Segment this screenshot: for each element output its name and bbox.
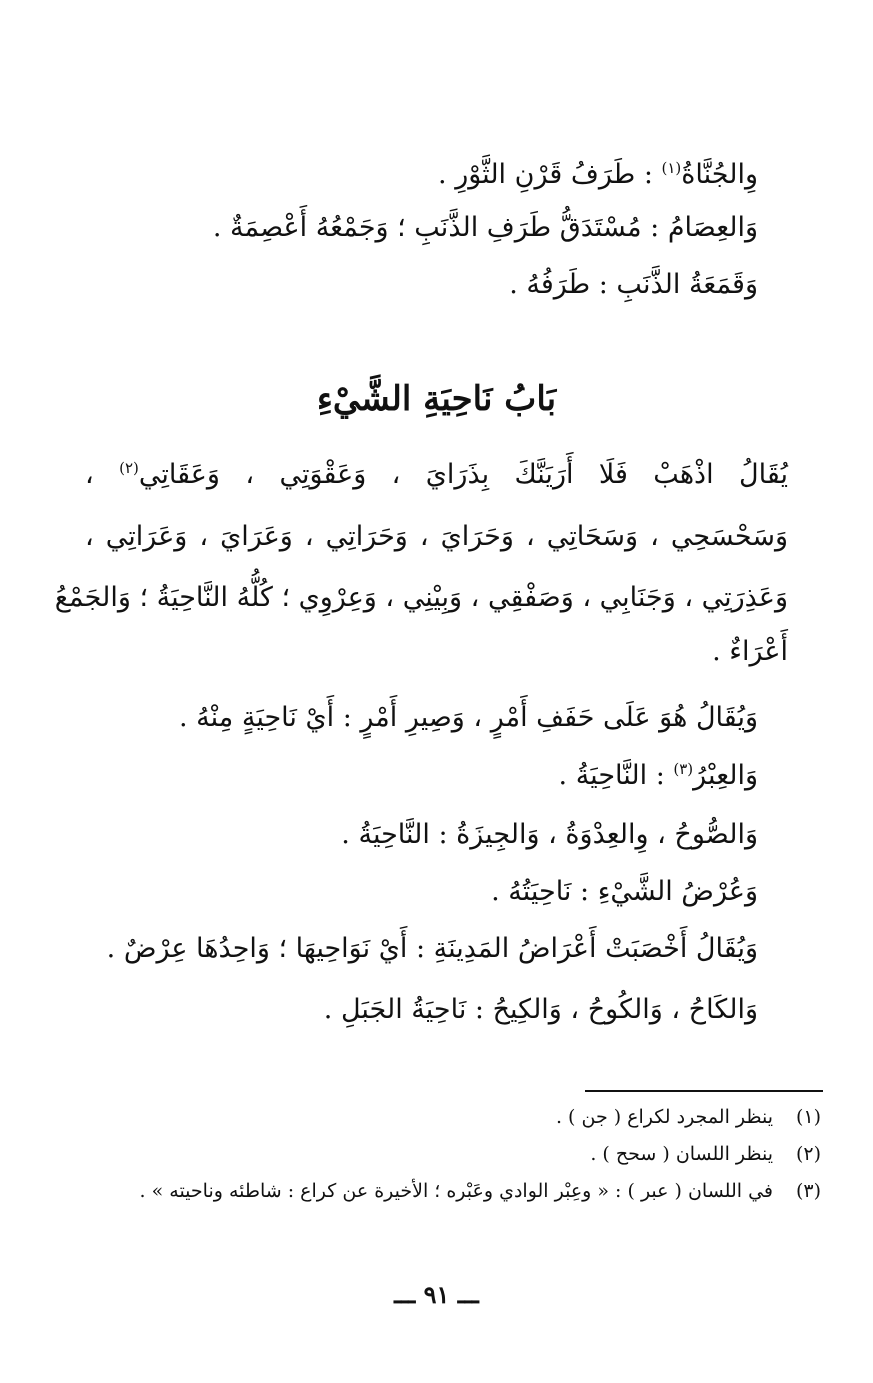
- entry-hafaf-amr: وَيُقَالُ هُوَ عَلَى حَفَفِ أَمْرٍ ، وَصِيرِ أَمْرٍ : أَيْ نَاحِيَةٍ مِنْهُ .: [179, 702, 758, 733]
- entry-text: وِالجُنَّاةُ: [681, 159, 758, 190]
- footnote-text: في اللسان ( عبر ) : « وعِبْر الوادي وعَبْره ؛ الأخيرة عن كراع : شاطئه وناحيته » .: [139, 1180, 773, 1202]
- footnote-number: (١): [795, 1106, 821, 1128]
- entry-al-ibr: [559, 756, 758, 796]
- paragraph-text: يُقَالُ اذْهَبْ فَلَا أَرَيَنَّكَ بِذَرَايَ ، وَعَقْوَتِي ، وَعَقَاتِي: [138, 459, 789, 490]
- footnote-ref-1: (١): [661, 159, 682, 177]
- footnote-number: (٣): [795, 1180, 821, 1202]
- paragraph-line-3: وَعَذِرَتِي ، وَجَنَابِي ، وَصَفْقِي ، وَبِيْنِي ، وَعِرْوِي ؛ كُلُّهُ النَّاحِيَةُ ؛ وَالجَمْعُ: [54, 582, 788, 613]
- page-number: ـــ ٩١ ـــ: [394, 1280, 479, 1309]
- entry-al-suh: وَالصُّوحُ ، وِالعِدْوَةُ ، وَالجِيزَةُ : النَّاحِيَةُ .: [341, 819, 758, 850]
- paragraph-line-1: [85, 455, 788, 495]
- paragraph-text: ،: [85, 459, 120, 490]
- entry-aarad-al-madina: وَيُقَالُ أَخْصَبَتْ أَعْرَاضُ المَدِينَةِ : أَيْ نَوَاحِيهَا ؛ وَاحِدُهَا عِرْضٌ .: [106, 933, 758, 964]
- entry-urd-al-shay: وَعُرْضُ الشَّيْءِ : نَاحِيَتُهُ .: [491, 876, 758, 907]
- footnote-1: [556, 1103, 821, 1131]
- footnote-number: (٢): [795, 1143, 821, 1165]
- footnote-separator: [585, 1090, 823, 1092]
- chapter-heading: بَابُ نَاحِيَةِ الشَّيْءِ: [316, 379, 557, 419]
- entry-qamaat-al-dhanab: وَقَمَعَةُ الذَّنَبِ : طَرَفُهُ .: [509, 269, 758, 300]
- entry-text: : طَرَفُ قَرْنِ الثَّوْرِ .: [438, 159, 662, 190]
- footnote-ref-3: (٣): [673, 760, 694, 778]
- entry-al-kah: وَالكَاحُ ، وَالكُوحُ ، وَالكِيحُ : نَاحِيَةُ الجَبَلِ .: [323, 994, 758, 1025]
- entry-al-isam: وَالعِصَامُ : مُسْتَدَقُّ طَرَفِ الذَّنَبِ ؛ وَجَمْعُهُ أَعْصِمَةٌ .: [212, 212, 758, 243]
- footnote-3: [140, 1177, 821, 1205]
- entry-text: : النَّاحِيَةُ .: [558, 760, 674, 791]
- entry-text: وَالعِبْرُ: [693, 760, 758, 791]
- footnote-text: ينظر اللسان ( سحح ) .: [590, 1143, 773, 1165]
- paragraph-line-2: وَسَحْسَحِي ، وَسَحَاتِي ، وَحَرَايَ ، وَحَرَاتِي ، وَعَرَايَ ، وَعَرَاتِي ،: [85, 521, 788, 552]
- footnote-2: [590, 1140, 821, 1168]
- paragraph-line-4: أَعْرَاءٌ .: [712, 636, 788, 667]
- footnote-ref-2: (٢): [119, 459, 139, 477]
- footnote-text: ينظر المجرد لكراع ( جن ) .: [555, 1106, 773, 1128]
- entry-al-junnah: [438, 155, 758, 195]
